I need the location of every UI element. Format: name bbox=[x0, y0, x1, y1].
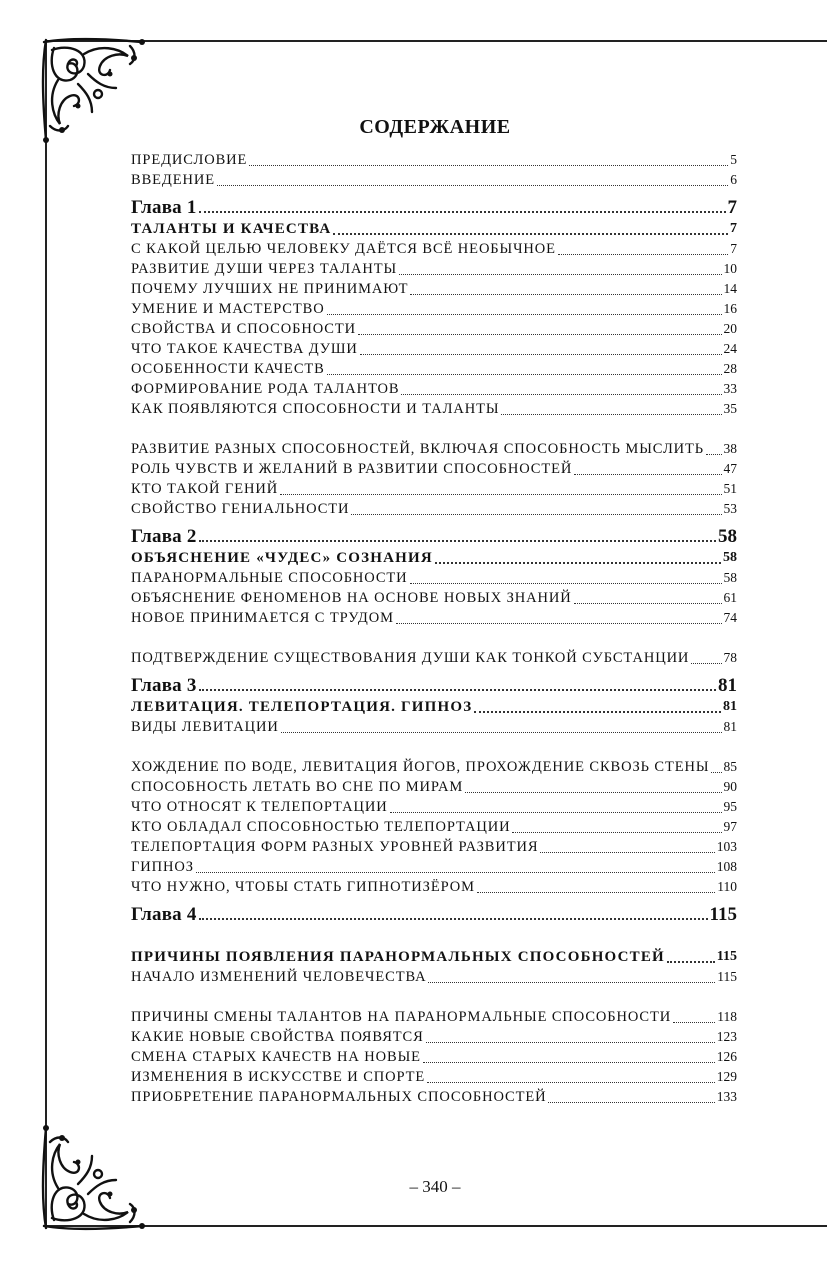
toc-entry-title: ЧТО ОТНОСЯТ К ТЕЛЕПОРТАЦИИ bbox=[131, 799, 388, 815]
toc-entry bbox=[131, 150, 737, 170]
page-border-left bbox=[45, 40, 47, 1227]
toc-entry bbox=[131, 279, 737, 299]
toc-entry-page: 51 bbox=[723, 481, 737, 496]
toc-entry bbox=[131, 837, 737, 857]
dot-leader bbox=[249, 165, 728, 166]
toc-entry-title: РОЛЬ ЧУВСТВ И ЖЕЛАНИЙ В РАЗВИТИИ СПОСОБНОСТЕЙ bbox=[131, 461, 573, 477]
toc-entry-title: Глава 3 bbox=[131, 675, 197, 696]
dot-leader bbox=[280, 494, 721, 495]
toc-entry bbox=[131, 459, 737, 479]
toc-section bbox=[131, 925, 737, 967]
toc-entry-title: СВОЙСТВО ГЕНИАЛЬНОСТИ bbox=[131, 501, 350, 517]
toc-entry-page: 61 bbox=[723, 590, 737, 605]
toc-entry bbox=[131, 987, 737, 1027]
toc-entry-title: УМЕНИЕ И МАСТЕРСТВО bbox=[131, 301, 325, 317]
toc-entry-page: 14 bbox=[723, 281, 737, 296]
page-border-bottom bbox=[45, 1225, 827, 1227]
toc-entry bbox=[131, 339, 737, 359]
toc-entry bbox=[131, 299, 737, 319]
toc-entry-title: С КАКОЙ ЦЕЛЬЮ ЧЕЛОВЕКУ ДАЁТСЯ ВСЁ НЕОБЫЧНОЕ bbox=[131, 241, 556, 257]
dot-leader bbox=[512, 832, 721, 833]
toc-entry-page: 38 bbox=[723, 441, 737, 456]
toc-entry-title: ТЕЛЕПОРТАЦИЯ ФОРМ РАЗНЫХ УРОВНЕЙ РАЗВИТИЯ bbox=[131, 839, 539, 855]
toc-section bbox=[131, 547, 737, 568]
toc-entry-page: 103 bbox=[716, 839, 737, 854]
toc-entry-title: Глава 2 bbox=[131, 526, 197, 547]
dot-leader bbox=[358, 334, 722, 335]
dot-leader bbox=[217, 185, 728, 186]
toc-entry-page: 81 bbox=[723, 719, 737, 734]
toc-entry-page: 78 bbox=[723, 650, 737, 665]
toc-entry bbox=[131, 399, 737, 419]
toc-entry-title: НОВОЕ ПРИНИМАЕТСЯ С ТРУДОМ bbox=[131, 610, 394, 626]
toc-entry-page: 5 bbox=[730, 152, 737, 167]
toc-entry-title: ПАРАНОРМАЛЬНЫЕ СПОСОБНОСТИ bbox=[131, 570, 408, 586]
toc-entry-page: 108 bbox=[716, 859, 737, 874]
toc-entry bbox=[131, 239, 737, 259]
dot-leader bbox=[199, 689, 716, 691]
toc-entry bbox=[131, 419, 737, 459]
toc-entry-title: СВОЙСТВА И СПОСОБНОСТИ bbox=[131, 321, 356, 337]
toc-entry-title: ПОДТВЕРЖДЕНИЕ СУЩЕСТВОВАНИЯ ДУШИ КАК ТОНКОЙ СУБСТАНЦИИ bbox=[131, 650, 690, 666]
toc-entry-title: ОСОБЕННОСТИ КАЧЕСТВ bbox=[131, 361, 325, 377]
dot-leader bbox=[477, 892, 715, 893]
dot-leader bbox=[501, 414, 721, 415]
toc-entry-page: 10 bbox=[723, 261, 737, 276]
toc-entry bbox=[131, 608, 737, 628]
toc-entry bbox=[131, 479, 737, 499]
toc-entry-page: 58 bbox=[718, 526, 737, 547]
toc-entry-page: 53 bbox=[723, 501, 737, 516]
toc-entry-page: 24 bbox=[723, 341, 737, 356]
toc-entry bbox=[131, 568, 737, 588]
dot-leader bbox=[574, 474, 721, 475]
toc-entry-page: 95 bbox=[723, 799, 737, 814]
toc-entry-page: 115 bbox=[717, 969, 737, 984]
dot-leader bbox=[667, 961, 715, 963]
dot-leader bbox=[465, 792, 721, 793]
toc-entry-page: 81 bbox=[723, 699, 737, 714]
dot-leader bbox=[327, 314, 722, 315]
toc-entry-title: Глава 4 bbox=[131, 904, 197, 925]
toc-entry-page: 7 bbox=[730, 221, 737, 236]
toc-entry-page: 123 bbox=[716, 1029, 737, 1044]
toc-entry-page: 115 bbox=[716, 949, 737, 964]
toc-entry bbox=[131, 628, 737, 668]
toc-entry-title: КТО ОБЛАДАЛ СПОСОБНОСТЬЮ ТЕЛЕПОРТАЦИИ bbox=[131, 819, 511, 835]
dot-leader bbox=[396, 623, 722, 624]
dot-leader bbox=[199, 540, 716, 542]
dot-leader bbox=[423, 1062, 715, 1063]
toc-entry-page: 58 bbox=[723, 550, 737, 565]
dot-leader bbox=[351, 514, 721, 515]
dot-leader bbox=[428, 982, 715, 983]
toc-entry-title: ЧТО ТАКОЕ КАЧЕСТВА ДУШИ bbox=[131, 341, 358, 357]
toc-entry-page: 118 bbox=[717, 1009, 737, 1024]
toc-entry bbox=[131, 967, 737, 987]
dot-leader bbox=[327, 374, 722, 375]
toc-entry-title: ЧТО НУЖНО, ЧТОБЫ СТАТЬ ГИПНОТИЗЁРОМ bbox=[131, 879, 475, 895]
toc-entry bbox=[131, 717, 737, 737]
toc-entry bbox=[131, 1027, 737, 1047]
toc-entry bbox=[131, 797, 737, 817]
toc-entry-page: 20 bbox=[723, 321, 737, 336]
dot-leader bbox=[401, 394, 721, 395]
toc-section bbox=[131, 218, 737, 239]
toc-entry bbox=[131, 777, 737, 797]
dot-leader bbox=[199, 918, 708, 920]
page-title: СОДЕРЖАНИЕ bbox=[359, 116, 511, 138]
toc-entry-page: 115 bbox=[709, 904, 737, 925]
toc-entry-page: 28 bbox=[723, 361, 737, 376]
dot-leader bbox=[360, 354, 722, 355]
toc-entry-page: 126 bbox=[716, 1049, 737, 1064]
toc-entry-page: 16 bbox=[723, 301, 737, 316]
toc-entry-page: 110 bbox=[717, 879, 737, 894]
page-number: – 340 – bbox=[409, 1177, 461, 1196]
toc-entry-title: ИЗМЕНЕНИЯ В ИСКУССТВЕ И СПОРТЕ bbox=[131, 1069, 426, 1085]
toc-entry-title: ЛЕВИТАЦИЯ. ТЕЛЕПОРТАЦИЯ. ГИПНОЗ bbox=[131, 699, 473, 715]
toc-entry bbox=[131, 817, 737, 837]
dot-leader bbox=[574, 603, 722, 604]
toc-entry-title: ВВЕДЕНИЕ bbox=[131, 172, 215, 188]
dot-leader bbox=[435, 562, 721, 564]
dot-leader bbox=[540, 852, 714, 853]
dot-leader bbox=[558, 254, 728, 255]
toc-entry-page: 6 bbox=[730, 172, 737, 187]
dot-leader bbox=[196, 872, 715, 873]
toc-entry-title: СПОСОБНОСТЬ ЛЕТАТЬ ВО СНЕ ПО МИРАМ bbox=[131, 779, 464, 795]
toc-entry-page: 129 bbox=[716, 1069, 737, 1084]
toc-entry-page: 90 bbox=[723, 779, 737, 794]
toc-entry-title: РАЗВИТИЕ РАЗНЫХ СПОСОБНОСТЕЙ, ВКЛЮЧАЯ СПОСОБНОСТЬ МЫСЛИТЬ bbox=[131, 441, 705, 457]
toc-entry-title: СМЕНА СТАРЫХ КАЧЕСТВ НА НОВЫЕ bbox=[131, 1049, 421, 1065]
toc-entry bbox=[131, 319, 737, 339]
toc-entry-page: 7 bbox=[730, 241, 737, 256]
toc-entry-page: 47 bbox=[723, 461, 737, 476]
toc-entry-title: ПРИЧИНЫ СМЕНЫ ТАЛАНТОВ НА ПАРАНОРМАЛЬНЫЕ СПОСОБНОСТИ bbox=[131, 1009, 672, 1025]
toc-entry-title: ВИДЫ ЛЕВИТАЦИИ bbox=[131, 719, 279, 735]
toc-entry-title: ПРЕДИСЛОВИЕ bbox=[131, 152, 248, 168]
toc-entry-title: ПОЧЕМУ ЛУЧШИХ НЕ ПРИНИМАЮТ bbox=[131, 281, 409, 297]
toc-entry-title: КАК ПОЯВЛЯЮТСЯ СПОСОБНОСТИ И ТАЛАНТЫ bbox=[131, 401, 500, 417]
dot-leader bbox=[673, 1022, 715, 1023]
toc-entry-title: РАЗВИТИЕ ДУШИ ЧЕРЕЗ ТАЛАНТЫ bbox=[131, 261, 398, 277]
toc-entry-title: ГИПНОЗ bbox=[131, 859, 194, 875]
toc-entry bbox=[131, 379, 737, 399]
toc-chapter bbox=[131, 670, 737, 696]
toc-chapter bbox=[131, 192, 737, 218]
toc-entry bbox=[131, 877, 737, 897]
dot-leader bbox=[548, 1102, 714, 1103]
toc-entry-page: 35 bbox=[723, 401, 737, 416]
dot-leader bbox=[706, 454, 721, 455]
toc-entry bbox=[131, 588, 737, 608]
toc-entry bbox=[131, 737, 737, 777]
dot-leader bbox=[199, 211, 726, 213]
table-of-contents bbox=[131, 150, 737, 1107]
toc-entry-title: Глава 1 bbox=[131, 197, 197, 218]
dot-leader bbox=[691, 663, 721, 664]
toc-entry-title: КТО ТАКОЙ ГЕНИЙ bbox=[131, 481, 279, 497]
toc-entry-title: ПРИОБРЕТЕНИЕ ПАРАНОРМАЛЬНЫХ СПОСОБНОСТЕЙ bbox=[131, 1089, 547, 1105]
toc-entry bbox=[131, 857, 737, 877]
dot-leader bbox=[474, 711, 721, 713]
toc-entry-page: 74 bbox=[723, 610, 737, 625]
toc-entry-page: 133 bbox=[716, 1089, 737, 1104]
toc-entry-page: 85 bbox=[723, 759, 737, 774]
dot-leader bbox=[410, 583, 722, 584]
toc-entry-title: НАЧАЛО ИЗМЕНЕНИЙ ЧЕЛОВЕЧЕСТВА bbox=[131, 969, 427, 985]
toc-entry bbox=[131, 1067, 737, 1087]
toc-entry-title: ТАЛАНТЫ И КАЧЕСТВА bbox=[131, 221, 332, 237]
toc-entry bbox=[131, 1087, 737, 1107]
toc-entry-title: КАКИЕ НОВЫЕ СВОЙСТВА ПОЯВЯТСЯ bbox=[131, 1029, 424, 1045]
dot-leader bbox=[426, 1042, 715, 1043]
dot-leader bbox=[333, 233, 728, 235]
toc-entry-title: ФОРМИРОВАНИЕ РОДА ТАЛАНТОВ bbox=[131, 381, 400, 397]
page-border-top bbox=[45, 40, 827, 42]
dot-leader bbox=[390, 812, 722, 813]
toc-entry-page: 81 bbox=[718, 675, 737, 696]
dot-leader bbox=[427, 1082, 715, 1083]
toc-entry-page: 58 bbox=[723, 570, 737, 585]
toc-entry-title: ОБЪЯСНЕНИЕ «ЧУДЕС» СОЗНАНИЯ bbox=[131, 550, 433, 566]
toc-entry bbox=[131, 1047, 737, 1067]
toc-entry-title: ПРИЧИНЫ ПОЯВЛЕНИЯ ПАРАНОРМАЛЬНЫХ СПОСОБНОСТЕЙ bbox=[131, 949, 665, 965]
toc-entry-page: 7 bbox=[727, 197, 737, 218]
dot-leader bbox=[281, 732, 722, 733]
toc-entry bbox=[131, 359, 737, 379]
toc-entry-title: ХОЖДЕНИЕ ПО ВОДЕ, ЛЕВИТАЦИЯ ЙОГОВ, ПРОХОЖДЕНИЕ СКВОЗЬ СТЕНЫ bbox=[131, 759, 710, 775]
toc-chapter bbox=[131, 899, 737, 925]
dot-leader bbox=[399, 274, 721, 275]
toc-entry bbox=[131, 499, 737, 519]
toc-entry-page: 97 bbox=[723, 819, 737, 834]
dot-leader bbox=[410, 294, 721, 295]
toc-entry-title: ОБЪЯСНЕНИЕ ФЕНОМЕНОВ НА ОСНОВЕ НОВЫХ ЗНАНИЙ bbox=[131, 590, 572, 606]
toc-entry-page: 33 bbox=[723, 381, 737, 396]
toc-entry bbox=[131, 259, 737, 279]
dot-leader bbox=[711, 772, 721, 773]
toc-entry bbox=[131, 170, 737, 190]
toc-section bbox=[131, 696, 737, 717]
toc-chapter bbox=[131, 521, 737, 547]
